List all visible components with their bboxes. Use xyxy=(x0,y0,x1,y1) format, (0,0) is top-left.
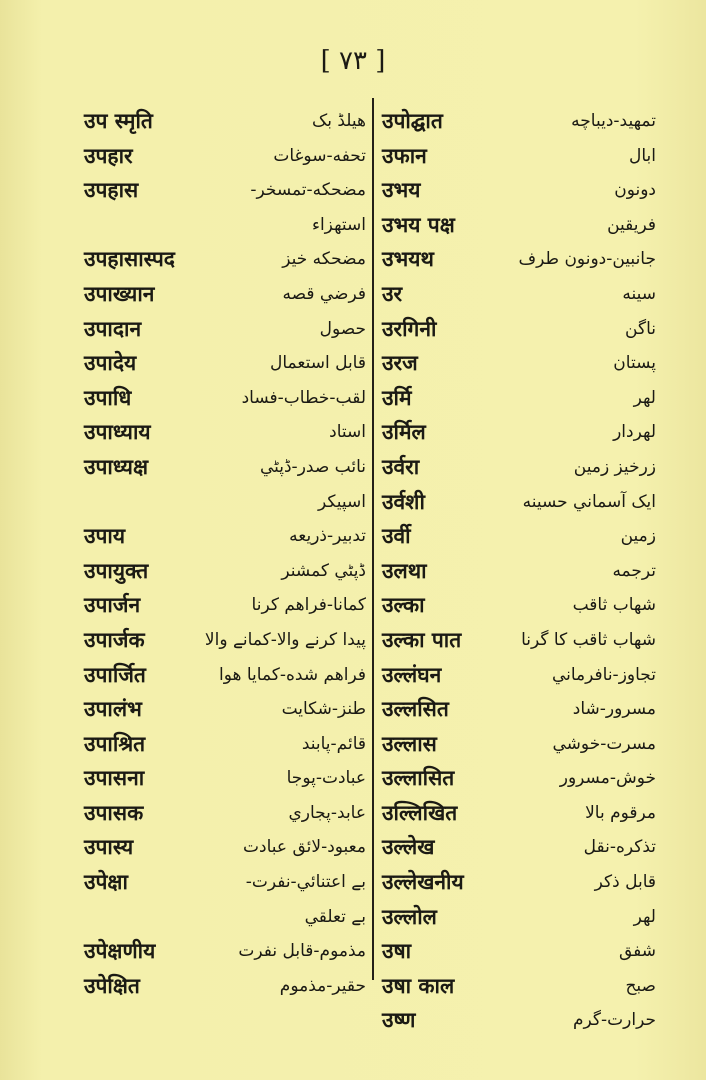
dictionary-entry xyxy=(84,658,366,693)
urdu-meaning: استهزاء xyxy=(311,214,366,235)
hindi-headword: उषा काल xyxy=(382,973,455,998)
dictionary-entry xyxy=(382,415,656,450)
hindi-headword: उर्मि xyxy=(382,385,412,410)
hindi-headword: उष्ण xyxy=(382,1008,416,1033)
urdu-meaning: فريقين xyxy=(607,214,656,235)
hindi-headword: उल्का पात xyxy=(382,627,462,652)
dictionary-entry xyxy=(382,588,656,623)
urdu-meaning: شهاب ثاقب xyxy=(572,595,656,616)
hindi-headword: उपायुक्त xyxy=(84,558,149,583)
dictionary-entry xyxy=(84,865,366,900)
urdu-meaning: زرخيز زمين xyxy=(573,456,656,477)
hindi-headword: उभय xyxy=(382,178,421,203)
dictionary-entry xyxy=(84,208,366,243)
dictionary-entry xyxy=(382,934,656,969)
urdu-meaning: حرارت-گرم xyxy=(573,1010,656,1031)
hindi-headword: उपाख्यान xyxy=(84,281,155,306)
hindi-headword: उभय पक्ष xyxy=(382,212,455,237)
dictionary-entry xyxy=(382,761,656,796)
urdu-meaning: جانبين-دونون طرف xyxy=(518,249,656,270)
urdu-meaning: ناگن xyxy=(625,318,656,339)
dictionary-entry xyxy=(84,242,366,277)
hindi-headword: उल्लासित xyxy=(382,766,455,791)
dictionary-entry xyxy=(382,485,656,520)
dictionary-entry xyxy=(382,554,656,589)
hindi-headword: उपहास xyxy=(84,178,139,203)
dictionary-entry xyxy=(84,381,366,416)
dictionary-entry xyxy=(382,1003,656,1038)
hindi-headword: उलथा xyxy=(382,558,427,583)
dictionary-entry xyxy=(84,830,366,865)
urdu-meaning: قابل استعمال xyxy=(270,353,366,374)
urdu-meaning: هيلڈ بک xyxy=(312,111,366,131)
urdu-meaning: لهردار xyxy=(613,422,656,443)
urdu-meaning: مسرور-شاد xyxy=(572,699,656,720)
hindi-headword: उपेक्षणीय xyxy=(84,939,156,964)
dictionary-entry xyxy=(382,519,656,554)
urdu-meaning: بے تعلقي xyxy=(304,906,366,927)
hindi-headword: उपहार xyxy=(84,143,133,168)
urdu-meaning: ترجمه xyxy=(612,560,656,581)
dictionary-entry xyxy=(84,727,366,762)
hindi-headword: उल्लोल xyxy=(382,904,437,929)
dictionary-entry xyxy=(382,796,656,831)
hindi-headword: उप स्मृति xyxy=(84,109,153,133)
urdu-meaning: طنز-شکايت xyxy=(281,699,366,720)
dictionary-entry xyxy=(382,450,656,485)
dictionary-entry xyxy=(382,900,656,935)
urdu-meaning: اسپيکر xyxy=(318,491,366,512)
hindi-headword: उर्वरा xyxy=(382,454,420,479)
dictionary-entry xyxy=(382,139,656,174)
dictionary-entry xyxy=(382,830,656,865)
left-column xyxy=(84,104,366,1003)
hindi-headword: उपाधि xyxy=(84,385,132,410)
urdu-meaning: نائب صدر-ڈپٹي xyxy=(259,456,366,477)
urdu-meaning: تدبير-ذريعه xyxy=(289,526,366,547)
urdu-meaning: مرقوم بالا xyxy=(585,802,656,823)
hindi-headword: उपास्य xyxy=(84,835,134,860)
urdu-meaning: حقير-مذموم xyxy=(279,975,366,996)
dictionary-entry xyxy=(382,381,656,416)
urdu-meaning: معبود-لائق عبادت xyxy=(243,837,366,858)
urdu-meaning: صبح xyxy=(625,975,656,996)
urdu-meaning: لقب-خطاب-فساد xyxy=(241,387,366,408)
dictionary-entry xyxy=(84,623,366,658)
urdu-meaning: تذکره-نقل xyxy=(583,837,656,858)
hindi-headword: उपाय xyxy=(84,524,126,549)
dictionary-entry xyxy=(84,104,366,139)
hindi-headword: उर्मिल xyxy=(382,420,426,445)
hindi-headword: उल्लेख xyxy=(382,835,435,860)
dictionary-entry xyxy=(84,588,366,623)
dictionary-entry xyxy=(382,865,656,900)
urdu-meaning: مسرت-خوشي xyxy=(552,733,656,754)
dictionary-entry xyxy=(382,692,656,727)
urdu-meaning: پيدا کرنے والا-کمانے والا xyxy=(204,629,366,650)
urdu-meaning: ايک آسماني حسينه xyxy=(522,491,656,512)
urdu-meaning: عبادت-پوجا xyxy=(286,768,366,789)
dictionary-entry xyxy=(382,277,656,312)
hindi-headword: उपाश्रित xyxy=(84,731,146,756)
urdu-meaning: ابال xyxy=(629,145,656,166)
hindi-headword: उल्लसित xyxy=(382,697,449,722)
urdu-meaning: لهر xyxy=(633,387,656,408)
dictionary-entry xyxy=(84,173,366,208)
dictionary-entry xyxy=(84,692,366,727)
hindi-headword: उपार्जित xyxy=(84,662,146,687)
hindi-headword: उपालंभ xyxy=(84,697,142,722)
dictionary-entry xyxy=(382,104,656,139)
hindi-headword: उपार्जक xyxy=(84,627,145,652)
hindi-headword: उपाध्यक्ष xyxy=(84,454,149,479)
hindi-headword: उपासक xyxy=(84,800,144,825)
dictionary-entry xyxy=(84,415,366,450)
dictionary-entry xyxy=(84,277,366,312)
hindi-headword: उपाध्याय xyxy=(84,420,151,445)
urdu-meaning: قابل ذکر xyxy=(594,872,656,893)
dictionary-entry xyxy=(84,934,366,969)
hindi-headword: उभयथ xyxy=(382,247,434,272)
urdu-meaning: استاد xyxy=(329,422,366,443)
urdu-meaning: مضحكه خيز xyxy=(282,249,366,270)
hindi-headword: उषा xyxy=(382,939,412,964)
dictionary-entry xyxy=(84,796,366,831)
hindi-headword: उपेक्षा xyxy=(84,870,128,895)
urdu-meaning: شفق xyxy=(618,941,656,962)
dictionary-entry xyxy=(382,346,656,381)
urdu-meaning: زمين xyxy=(620,526,656,547)
hindi-headword: उल्लिखित xyxy=(382,800,458,825)
urdu-meaning: کمانا-فراهم کرنا xyxy=(251,595,366,616)
urdu-meaning: فرضي قصه xyxy=(282,283,366,304)
dictionary-entry xyxy=(84,519,366,554)
hindi-headword: उल्लेखनीय xyxy=(382,870,464,895)
dictionary-entry xyxy=(84,761,366,796)
urdu-meaning: مضحكه-تمسخر- xyxy=(250,180,366,201)
hindi-headword: उपादान xyxy=(84,316,142,341)
hindi-headword: उल्का xyxy=(382,593,425,618)
dictionary-entry xyxy=(382,312,656,347)
urdu-meaning: سينه xyxy=(622,283,656,304)
hindi-headword: उपार्जन xyxy=(84,593,141,618)
urdu-meaning: دونون xyxy=(614,180,656,201)
dictionary-entry xyxy=(382,969,656,1004)
dictionary-entry xyxy=(382,623,656,658)
hindi-headword: उपादेय xyxy=(84,351,137,376)
urdu-meaning: پستان xyxy=(613,353,656,374)
urdu-meaning: تحفه-سوغات xyxy=(273,145,366,166)
urdu-meaning: فراهم شده-کمايا هوا xyxy=(218,664,366,685)
right-column xyxy=(382,104,656,1038)
hindi-headword: उर्वी xyxy=(382,524,411,549)
dictionary-entry xyxy=(382,242,656,277)
hindi-headword: उपासना xyxy=(84,766,145,791)
dictionary-entry xyxy=(84,312,366,347)
hindi-headword: उपहासास्पद xyxy=(84,247,175,272)
dictionary-entry xyxy=(84,554,366,589)
urdu-meaning: حصول xyxy=(319,318,366,339)
urdu-meaning: شهاب ثاقب کا گرنا xyxy=(521,629,656,650)
urdu-meaning: قائم-پابند xyxy=(301,733,366,754)
hindi-headword: उरज xyxy=(382,351,418,376)
urdu-meaning: بے اعتنائي-نفرت- xyxy=(245,872,366,893)
dictionary-entry xyxy=(84,900,366,935)
hindi-headword: उफान xyxy=(382,143,427,168)
hindi-headword: उर्वशी xyxy=(382,489,425,514)
urdu-meaning: تجاوز-نافرماني xyxy=(551,664,656,685)
dictionary-entry xyxy=(382,727,656,762)
urdu-meaning: مذموم-قابل نفرت xyxy=(238,941,366,962)
hindi-headword: उपोद्घात xyxy=(382,109,443,133)
urdu-meaning: لهر xyxy=(633,906,656,927)
page-number: [ ٧٣ ] xyxy=(320,46,386,76)
hindi-headword: उरगिनी xyxy=(382,316,437,341)
dictionary-entry xyxy=(84,346,366,381)
urdu-meaning: تمهيد-ديباچه xyxy=(571,111,656,131)
urdu-meaning: عابد-پجاري xyxy=(288,802,366,823)
urdu-meaning: خوش-مسرور xyxy=(559,768,656,789)
urdu-meaning: ڈپٹي کمشنر xyxy=(281,560,366,581)
hindi-headword: उल्लंघन xyxy=(382,662,442,687)
dictionary-entry xyxy=(382,173,656,208)
hindi-headword: उल्लास xyxy=(382,731,437,756)
dictionary-entry xyxy=(382,208,656,243)
dictionary-entry xyxy=(84,450,366,485)
dictionary-entry xyxy=(84,485,366,520)
column-divider xyxy=(372,98,374,980)
dictionary-entry xyxy=(84,969,366,1004)
hindi-headword: उपेक्षित xyxy=(84,973,140,998)
dictionary-entry xyxy=(382,658,656,693)
hindi-headword: उर xyxy=(382,281,403,306)
dictionary-entry xyxy=(84,139,366,174)
